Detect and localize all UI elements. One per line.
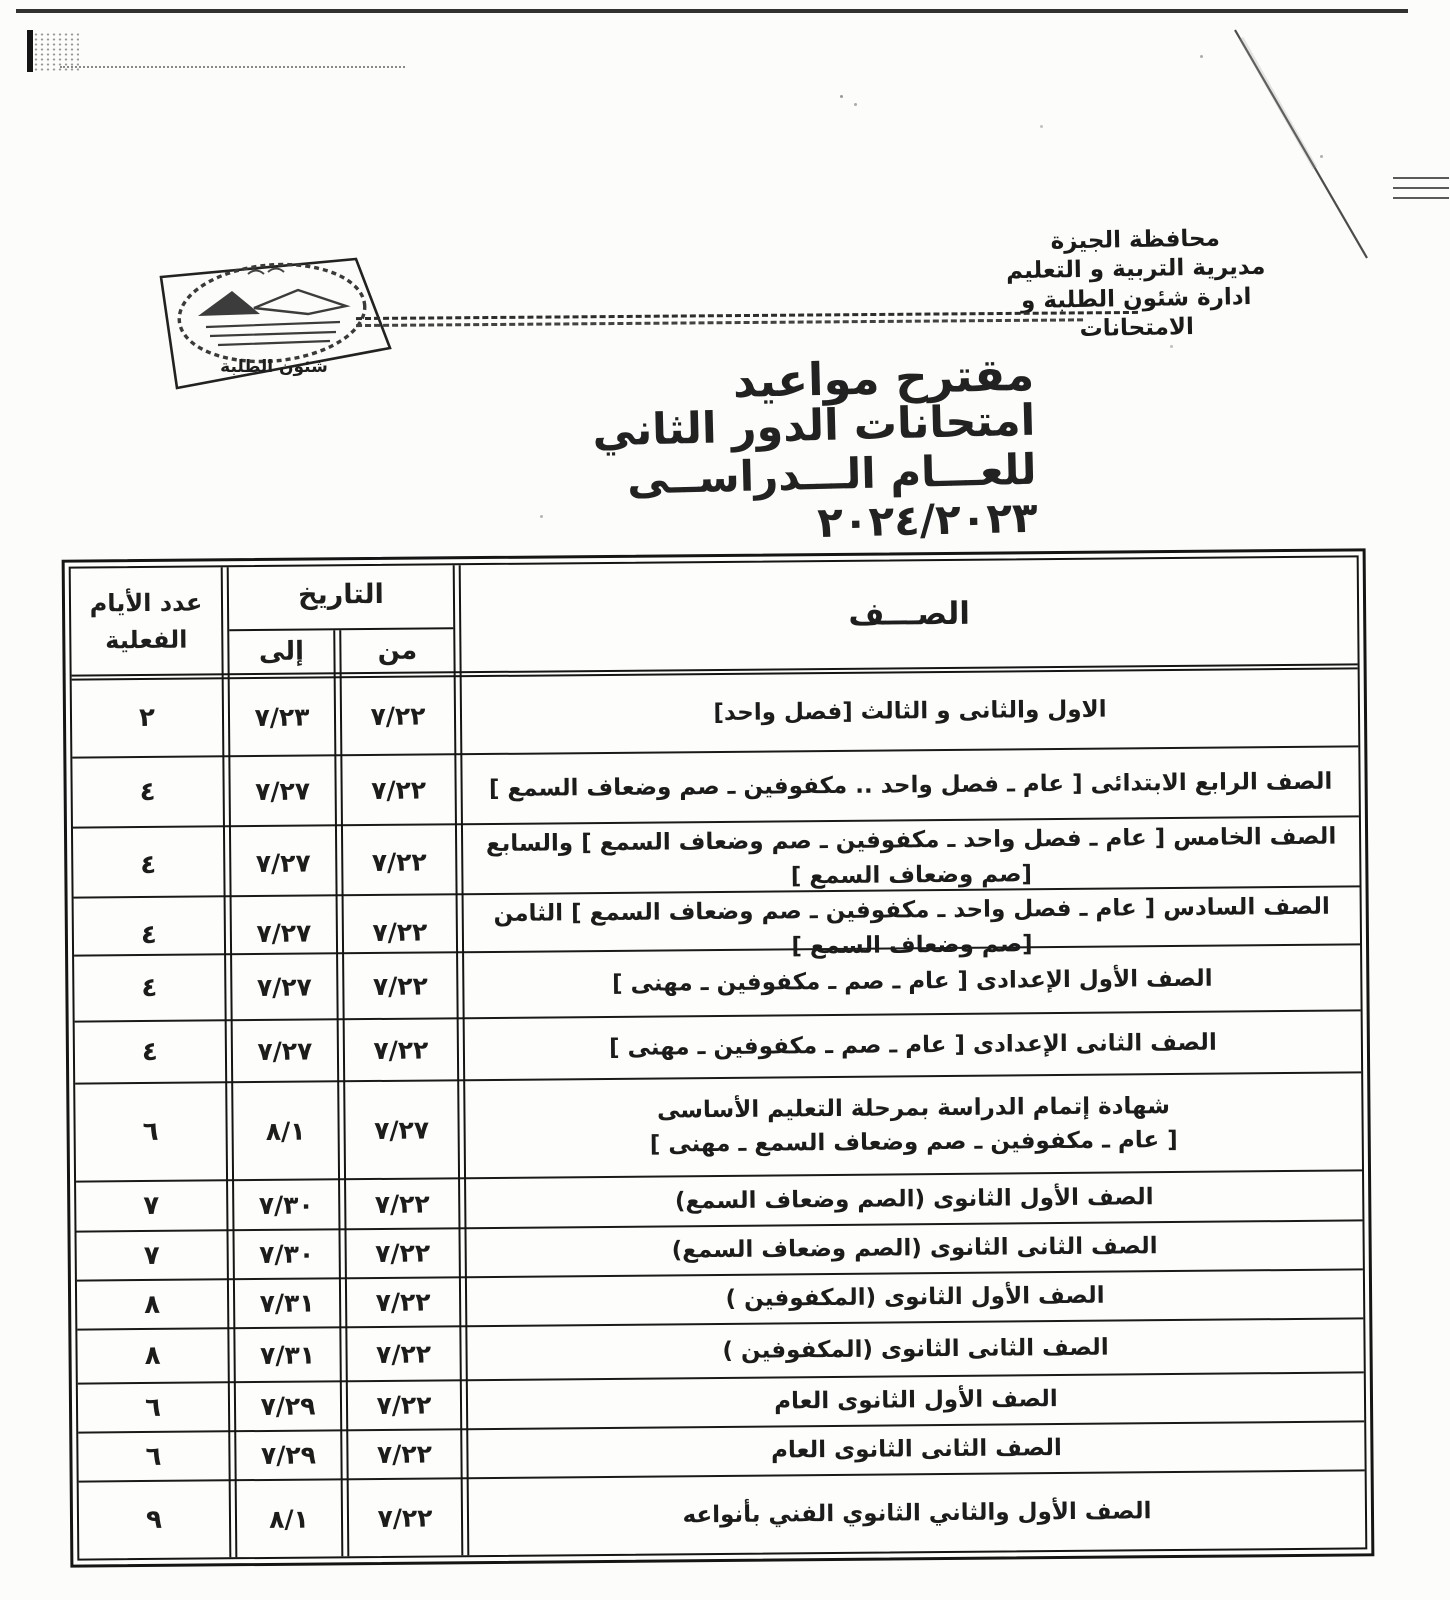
title-line-1: مقترح مواعيد [732,347,1035,409]
title-line-3: للعـــام الـــدراســى ٢٠٢٤/٢٠٢٣ [626,444,1039,547]
table-row [72,669,1359,758]
to-cell: ٧/٢٧ [257,1036,313,1066]
class-cell: الصف الثانى الثانوى العام [770,1435,1062,1464]
header-from: من [377,635,418,666]
pyramid-icon [198,291,260,316]
days-cell: ٦ [144,1392,162,1423]
to-cell: ٧/٢٧ [256,918,312,949]
exam-schedule-table [62,548,1375,1567]
from-cell: ٧/٢٢ [375,1287,431,1317]
days-cell: ٤ [141,1036,158,1068]
to-cell: ٧/٢٣ [254,702,310,732]
to-cell: ٧/٢٧ [255,848,311,879]
days-cell: ٧ [143,1190,160,1222]
class-cell: الصف الثانى الثانوى (الصم وضعاف السمع) [671,1233,1158,1264]
to-cell: ٧/٣١ [259,1288,315,1319]
class-cell: الصف الأول الثانوى العام [774,1386,1058,1415]
org-line-department: ادارة شئون الطلبة و الامتحانات [1020,283,1252,343]
class-cell: شهادة إتمام الدراسة بمرحلة التعليم الأساسى [ عام ـ مكفوفين ـ صم وضعاف السمع ـ مهنى ] [649,1092,1178,1158]
from-cell: ٧/٢٢ [371,847,427,878]
org-header [959,223,1313,347]
to-cell: ٧/٣٠ [258,1190,314,1220]
days-cell: ٨ [144,1289,161,1320]
from-cell: ٧/٢٢ [377,1503,433,1533]
to-cell: ٧/٣١ [259,1340,316,1370]
document-title [434,347,1039,557]
table-row [75,1073,1362,1182]
from-cell: ٧/٢٢ [373,1035,429,1065]
table-header [71,557,1358,680]
days-cell: ٦ [145,1441,162,1472]
stamp-label: شئون الطلبة [220,357,328,377]
from-cell: ٧/٢٢ [375,1339,432,1369]
table-row [74,945,1361,1022]
days-cell: ٢ [138,702,156,734]
from-cell: ٧/٢٢ [374,1189,430,1219]
days-cell: ٨ [144,1340,161,1372]
header-date: التاريخ [229,565,454,631]
header-class: الصـــف [848,595,971,633]
days-cell: ٤ [139,776,156,808]
table-row [75,1011,1361,1084]
days-cell: ٧ [143,1240,160,1271]
scan-edge-line [16,9,1408,13]
header-to: إلى [258,636,305,667]
from-cell: ٧/٢٢ [376,1439,433,1469]
days-cell: ٤ [140,849,157,880]
to-cell: ٧/٢٧ [256,972,312,1002]
header-days [71,567,222,674]
to-cell: ٨/١ [269,1504,309,1534]
to-cell: ٧/٢٧ [255,776,311,806]
table-row [79,1471,1366,1558]
boat-icon [254,290,346,314]
from-cell: ٧/٢٢ [371,775,427,805]
class-cell: الصف الأول والثاني الثانوي الفني بأنواعه [682,1497,1152,1529]
from-cell: ٧/٢٢ [372,917,428,948]
class-cell: الصف الأول الإعدادى [ عام ـ صم ـ مكفوفين ـ مهنى ] [611,965,1213,997]
table-row [72,747,1359,828]
org-line-governorate: محافظة الجيزة [1050,225,1221,255]
from-cell: ٧/٢٧ [374,1115,430,1145]
table-body [72,669,1366,1558]
class-cell: الاول والثانى و الثالث [فصل واحد] [713,696,1107,726]
title-line-2: امتحانات الدور الثاني [591,395,1036,457]
class-cell: الصف الأول الثانوى (الصم وضعاف السمع) [674,1183,1154,1215]
class-cell: الصف الرابع الابتدائى [ عام ـ فصل واحد .. مكفوفين ـ صم وضعاف السمع ] [488,768,1333,802]
to-cell: ٨/١ [265,1116,306,1146]
to-cell: ٧/٢٩ [260,1391,316,1422]
from-cell: ٧/٢٢ [375,1238,431,1268]
class-cell: الصف السادس [ عام ـ فصل واحد ـ مكفوفين ـ صم وضعاف السمع ] الثامن [صم وضعاف السمع ] [493,893,1330,959]
days-cell: ٩ [145,1504,163,1536]
table-row [73,817,1360,898]
from-cell: ٧/٢٢ [376,1390,432,1420]
from-cell: ٧/٢٢ [370,701,426,731]
from-cell: ٧/٢٢ [372,971,428,1001]
org-line-directorate: مديرية التربية و التعليم [1005,254,1266,285]
to-cell: ٧/٢٩ [260,1440,317,1471]
days-cell: ٤ [140,919,157,950]
class-cell: الصف الخامس [ عام ـ فصل واحد ـ مكفوفين ـ صم وضعاف السمع ] والسابع [صم وضعاف السمع ] [485,823,1337,889]
days-cell: ٦ [142,1116,159,1148]
class-cell: الصف الثانى الإعدادى [ عام ـ صم ـ مكفوفين ـ مهنى ] [608,1029,1217,1061]
to-cell: ٧/٣٠ [259,1239,315,1270]
class-cell: الصف الأول الثانوى (المكفوفين ) [725,1282,1105,1313]
scan-specks [840,95,843,98]
class-cell: الصف الثانى الثانوى (المكفوفين ) [722,1334,1109,1364]
header-days-line1: عدد الأيام [89,587,203,617]
header-days-line2: الفعلية [105,625,188,654]
days-cell: ٤ [141,972,158,1004]
scan-dotted-trail [60,66,405,68]
